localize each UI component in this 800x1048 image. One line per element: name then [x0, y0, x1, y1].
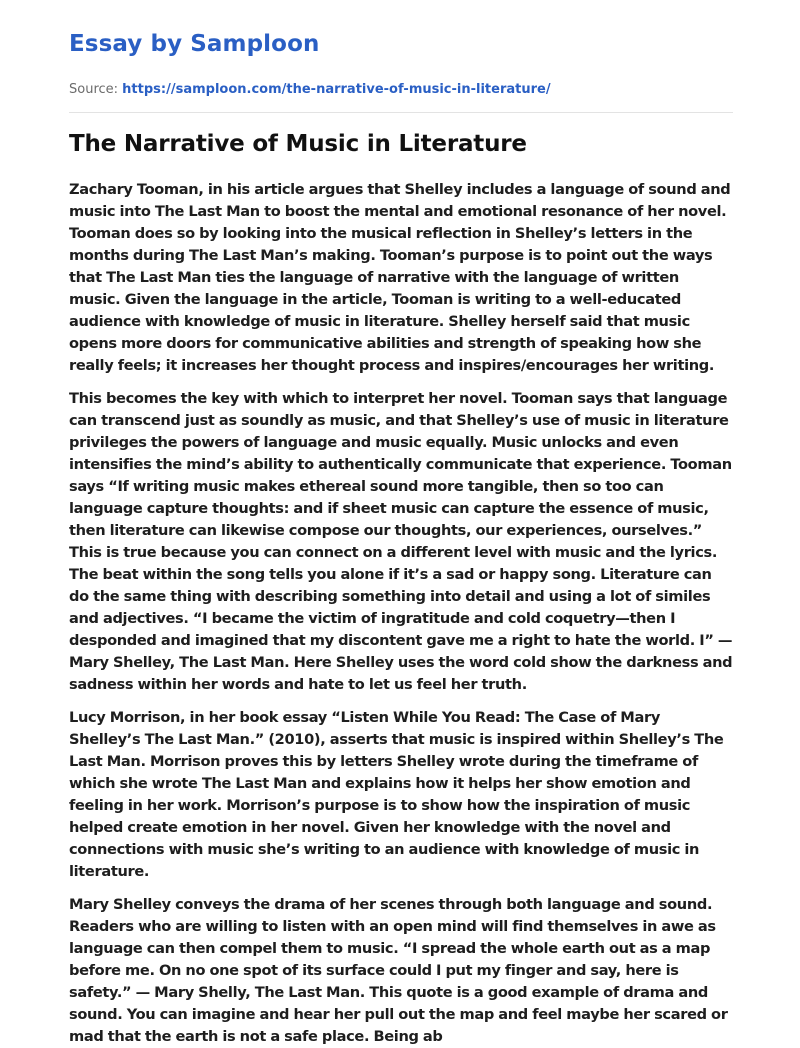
article-title: The Narrative of Music in Literature: [69, 131, 527, 157]
source-label: Source:: [69, 82, 119, 97]
paragraph-3: Lucy Morrison, in her book essay “Listen While You Read: The Case of Mary Shelley’s The Last Man.” (2010), asserts that music is inspired within Shelley’s The Last Man. Morrison proves this by letters Shelley wrote during the timeframe of which she wrote The Last Man and explains how it helps her show emotion and feeling in her work. Morrison’s purpose is to show how the inspiration of music helped create emotion in her novel. Given her knowledge with the novel and connections with music she’s writing to an audience with knowledge of music in literature.: [69, 709, 724, 880]
essay-page: [69, 0, 733, 1045]
paragraph-1: Zachary Tooman, in his article argues that Shelley includes a language of sound and music into The Last Man to boost the mental and emotional resonance of her novel. Tooman does so by looking into the musical reflection in Shelley’s letters in the months during The Last Man’s making. Tooman’s purpose is to point out the ways that The Last Man ties the language of narrative with the language of written music. Given the language in the article, Tooman is writing to a well-educated audience with knowledge of music in literature. Shelley herself said that music opens more doors for communicative abilities and strength of speaking how she really feels; it increases her thought process and inspires/encourages her writing.: [69, 181, 731, 374]
source-link[interactable]: https://samploon.com/the-narrative-of-music-in-literature/: [122, 82, 551, 97]
header-divider: [69, 112, 733, 113]
article-body: [69, 179, 733, 1045]
paragraph-2: This becomes the key with which to interpret her novel. Tooman says that language can transcend just as soundly as music, and that Shelley’s use of music in literature privileges the powers of language and music equally. Music unlocks and even intensifies the mind’s ability to authentically communicate that experience. Tooman says “If writing music makes ethereal sound more tangible, then so too can language capture thoughts: and if sheet music can capture the essence of music, then literature can likewise compose our thoughts, our experiences, ourselves.” This is true because you can connect on a different level with music and the lyrics. The beat within the song tells you alone if it’s a sad or happy song. Literature can do the same thing with describing something into detail and using a lot of similes and adjectives. “I became the victim of ingratitude and cold coquetry—then I desponded and imagined that my discontent gave me a right to hate the world. I” — Mary Shelley, The Last Man. Here Shelley uses the word cold show the darkness and sadness within her words and hate to let us feel her truth.: [69, 390, 733, 693]
source-line: [69, 82, 733, 98]
site-brand[interactable]: Essay by Samploon: [69, 31, 320, 57]
paragraph-4: Mary Shelley conveys the drama of her scenes through both language and sound. Readers who are willing to listen with an open mind will find themselves in awe as language can then compel them to music. “I spread the whole earth out as a map before me. On no one spot of its surface could I put my finger and say, here is safety.” — Mary Shelly, The Last Man. This quote is a good example of drama and sound. You can imagine and hear her pull out the map and feel maybe her scared or mad that the earth is not a safe place. Being ab: [69, 896, 728, 1045]
